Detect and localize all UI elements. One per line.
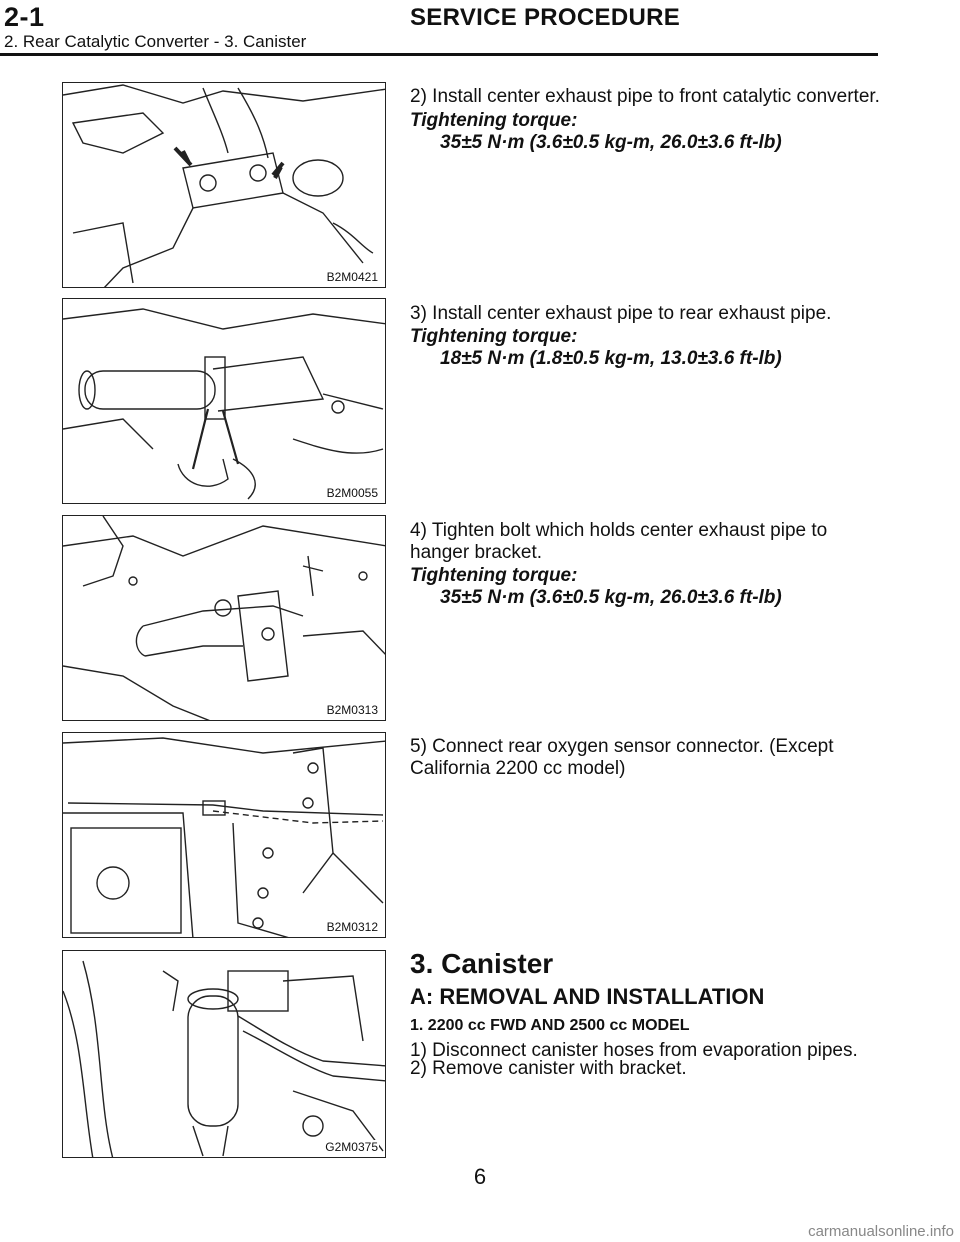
step-3-torque-value: 18±5 N·m (1.8±0.5 kg-m, 13.0±3.6 ft-lb) bbox=[440, 348, 782, 369]
step-2-text: 2) Install center exhaust pipe to front catalytic converter. bbox=[410, 86, 880, 107]
page-number: 6 bbox=[473, 1164, 487, 1189]
model-heading: 1. 2200 cc FWD AND 2500 cc MODEL bbox=[410, 1017, 690, 1034]
header-section-number: 2-1 bbox=[4, 2, 45, 32]
figure-g2m0375 bbox=[62, 950, 386, 1158]
section-heading-canister: 3. Canister bbox=[410, 948, 554, 979]
header-title: SERVICE PROCEDURE bbox=[410, 4, 681, 31]
header-rule bbox=[0, 53, 878, 56]
figure-b2m0055 bbox=[62, 298, 386, 504]
step-2-torque-value: 35±5 N·m (3.6±0.5 kg-m, 26.0±3.6 ft-lb) bbox=[440, 132, 782, 153]
figure-b2m0313 bbox=[62, 515, 386, 721]
step-3-text: 3) Install center exhaust pipe to rear exhaust pipe. bbox=[410, 303, 832, 324]
canister-step-1: 1) Disconnect canister hoses from evaporation pipes. bbox=[410, 1040, 858, 1061]
figure-caption: B2M0421 bbox=[326, 270, 378, 284]
header-subtitle: 2. Rear Catalytic Converter - 3. Canister bbox=[4, 32, 307, 51]
figure-b2m0312 bbox=[62, 732, 386, 938]
step-4-text: 4) Tighten bolt which holds center exhaust pipe to hanger bracket. bbox=[410, 520, 828, 563]
figure-caption: B2M0312 bbox=[326, 920, 378, 934]
subheading-removal-installation: A: REMOVAL AND INSTALLATION bbox=[410, 984, 765, 1009]
step-3-torque-label: Tightening torque: bbox=[410, 326, 578, 347]
canister-step-2: 2) Remove canister with bracket. bbox=[410, 1058, 687, 1079]
figure-caption: B2M0055 bbox=[326, 486, 378, 500]
step-2-torque-label: Tightening torque: bbox=[410, 110, 578, 131]
step-5-text: 5) Connect rear oxygen sensor connector. (Except California 2200 cc model) bbox=[410, 736, 834, 779]
figure-b2m0421 bbox=[62, 82, 386, 288]
watermark: carmanualsonline.info bbox=[808, 1223, 954, 1240]
figure-caption: B2M0313 bbox=[326, 703, 378, 717]
step-4-torque-value: 35±5 N·m (3.6±0.5 kg-m, 26.0±3.6 ft-lb) bbox=[440, 587, 782, 608]
step-4-torque-label: Tightening torque: bbox=[410, 565, 578, 586]
figure-caption: G2M0375 bbox=[325, 1140, 378, 1154]
